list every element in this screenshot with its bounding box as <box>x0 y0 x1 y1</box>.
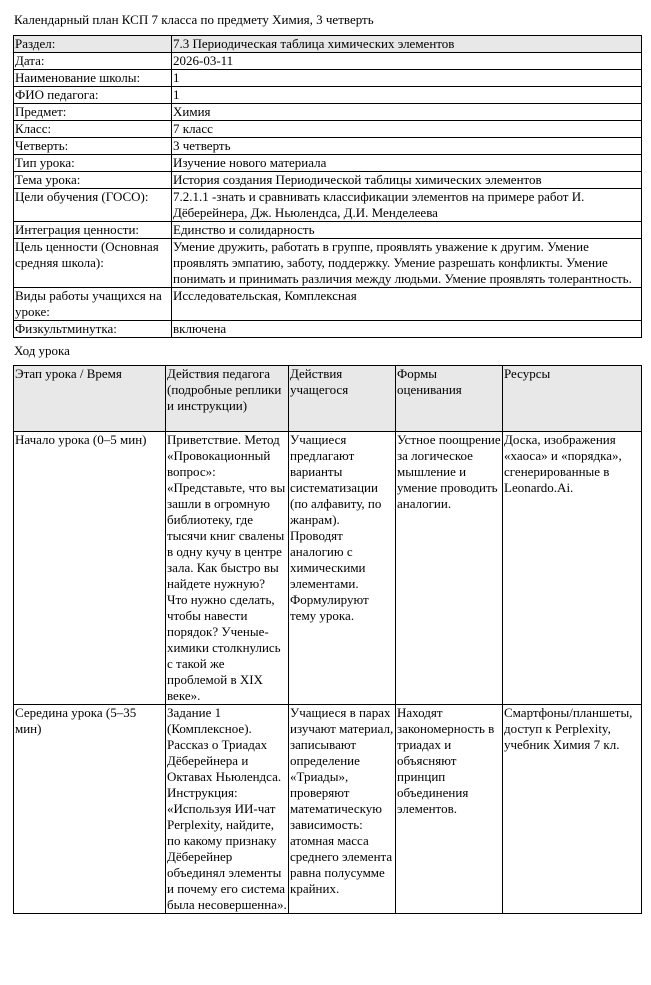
teacher-actions-cell: Задание 1 (Комплексное). Рассказ о Триадах Дёберейнера и Октавах Ньюлендса. Инструкция: «Используя ИИ-чат Perplexity, найдите, по какому признаку Дёберейнер объединял элементы и почему его система была несовершенна». <box>167 705 287 912</box>
table-row <box>14 432 642 705</box>
column-header: Этап урока / Время <box>14 366 166 432</box>
info-row-objectives <box>14 189 642 222</box>
teacher-actions-cell: Приветствие. Метод «Провокационный вопрос»: «Представьте, что вы зашли в огромную библиотеку, где тысячи книг свалены в одну кучу в центре зала. Как быстро вы найдете нужную? Что нужно сделать, чтобы навести порядок? Ученые-химики столкнулись с такой же проблемой в XIX веке». <box>166 432 289 705</box>
info-label: Предмет: <box>14 104 172 121</box>
info-row-quarter <box>14 138 642 155</box>
info-value: 1 <box>172 70 642 87</box>
info-value: Единство и солидарность <box>172 222 642 239</box>
info-label: Класс: <box>14 121 172 138</box>
info-value: 3 четверть <box>172 138 642 155</box>
info-label: Цель ценности (Основная средняя школа): <box>14 239 172 288</box>
info-value: Химия <box>172 104 642 121</box>
info-value: включена <box>172 321 642 338</box>
info-row-lesson-type <box>14 155 642 172</box>
info-row-subject <box>14 104 642 121</box>
student-actions-cell: Учащиеся предлагают варианты систематизации (по алфавиту, по жанрам). Проводят аналогию с химическими элементами. Формулируют тему урока. <box>289 432 396 705</box>
lesson-flow-table <box>13 365 642 914</box>
resources-cell: Доска, изображения «хаоса» и «порядка», сгенерированные в Leonardo.Ai. <box>503 432 642 705</box>
info-label: Интеграция ценности: <box>14 222 172 239</box>
info-row-work-types <box>14 288 642 321</box>
lesson-info-table <box>13 35 642 338</box>
info-value: 1 <box>172 87 642 104</box>
stage-cell: Начало урока (0–5 мин) <box>14 432 166 705</box>
column-header: Формы оценивания <box>396 366 503 432</box>
info-value: Изучение нового материала <box>172 155 642 172</box>
info-label: ФИО педагога: <box>14 87 172 104</box>
student-actions-cell: Учащиеся в парах изучают материал, записывают определение «Триады», проверяют математическую зависимость: атомная масса среднего элемента равна полусумме крайних. <box>289 705 396 914</box>
info-row-exercise-break <box>14 321 642 338</box>
info-label: Наименование школы: <box>14 70 172 87</box>
info-row-section <box>14 36 642 53</box>
info-row-topic <box>14 172 642 189</box>
lesson-flow-header-row <box>14 366 642 432</box>
assessment-cell: Находят закономерность в триадах и объясняют принцип объединения элементов. <box>396 705 503 914</box>
info-row-teacher <box>14 87 642 104</box>
resources-cell: Смартфоны/планшеты, доступ к Perplexity, учебник Химия 7 кл. <box>503 705 642 914</box>
info-value: История создания Периодической таблицы химических элементов <box>172 172 642 189</box>
info-value: Умение дружить, работать в группе, проявлять уважение к другим. Умение проявлять эмпатию, заботу, поддержку. Умение разрешать конфликты. Умение понимать и принимать различия между людьми. Умение проявлять толерантность. <box>172 239 642 288</box>
stage-cell: Середина урока (5–35 мин) <box>14 705 166 914</box>
assessment-cell: Устное поощрение за логическое мышление и умение проводить аналогии. <box>396 432 503 705</box>
info-label: Тип урока: <box>14 155 172 172</box>
info-row-school <box>14 70 642 87</box>
info-value: 7.3 Периодическая таблица химических элементов <box>172 36 642 53</box>
info-label: Виды работы учащихся на уроке: <box>14 288 172 321</box>
info-value: 7.2.1.1 -знать и сравнивать классификации элементов на примере работ И. Дёберейнера, Дж. Ньюлендса, Д.И. Менделеева <box>172 189 642 222</box>
info-row-grade <box>14 121 642 138</box>
info-label: Тема урока: <box>14 172 172 189</box>
info-row-date <box>14 53 642 70</box>
column-header: Ресурсы <box>503 366 642 432</box>
info-value: 7 класс <box>172 121 642 138</box>
info-label: Физкультминутка: <box>14 321 172 338</box>
info-row-value-integration <box>14 222 642 239</box>
table-row <box>14 705 642 914</box>
info-value: Исследовательская, Комплексная <box>172 288 642 321</box>
column-header: Действия учащегося <box>289 366 396 432</box>
info-row-value-goal <box>14 239 642 288</box>
info-label: Цели обучения (ГОСО): <box>14 189 172 222</box>
info-label: Четверть: <box>14 138 172 155</box>
column-header: Действия педагога (подробные реплики и инструкции) <box>166 366 289 432</box>
info-value: 2026-03-11 <box>172 53 642 70</box>
document-title: Календарный план КСП 7 класса по предмету Химия, 3 четверть <box>14 12 374 27</box>
info-label: Раздел: <box>14 36 172 53</box>
info-label: Дата: <box>14 53 172 70</box>
lesson-flow-heading: Ход урока <box>14 343 70 358</box>
